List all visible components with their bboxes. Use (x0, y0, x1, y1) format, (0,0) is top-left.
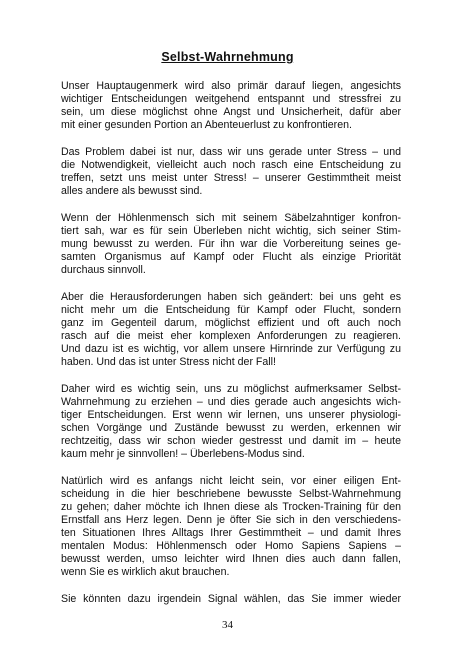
text-line: bewusst werden, umso leichter wird Ihnen dies auch dann fallen, (61, 553, 401, 565)
paragraph (61, 593, 401, 606)
text-line: die Notwendigkeit, vielleicht auch noch rasch eine Entscheidung zu (61, 159, 401, 171)
text-line: wichtiger Entscheidungen weitgehend entspannt und stressfrei zu (61, 93, 401, 105)
paragraph (61, 80, 401, 132)
text-line: rechtzeitig, dass wir schon wieder gestresst und damit im – heute (61, 435, 401, 447)
paragraph (61, 212, 401, 277)
text-line: tiger Entscheidungen. Erst wenn wir lernen, uns unserer physiologi- (61, 409, 401, 421)
text-line: mentalen Modus: Höhlenmensch oder Homo Sapiens Sapiens – (61, 540, 401, 552)
text-line: ganz im Gegenteil darum, möglichst effizient und oft auch noch (61, 317, 401, 329)
text-line: haben. Und das ist unter Stress nicht der Fall! (61, 356, 276, 368)
text-line: tiert sah, war es für sein Überleben nicht wichtig, sich seiner Stim- (61, 225, 401, 237)
text-line: Sie könnten dazu irgendein Signal wählen, das Sie immer wieder (61, 593, 401, 605)
text-line: Wenn der Höhlenmensch sich mit seinem Säbelzahntiger konfron- (61, 212, 401, 224)
text-line: Ernstfall ans Herz legen. Denn je öfter Sie sich in den verschiedens- (61, 514, 401, 526)
text-line: Daher wird es wichtig sein, uns zu möglichst aufmerksamer Selbst- (61, 383, 401, 395)
text-line: nicht mehr um die Entscheidung für Kampf oder Flucht, sondern (61, 304, 401, 316)
text-line: Natürlich wird es anfangs nicht leicht sein, vor einer eiligen Ent- (61, 475, 401, 487)
text-line: ten Situationen Ihres Alltags Ihrer Gestimmtheit – und damit Ihres (61, 527, 401, 539)
body-text (61, 80, 401, 620)
text-line: rasch auf die meist eher komplexen Anforderungen zu reagieren. (61, 330, 401, 342)
text-line: wenn Sie es wirklich akut brauchen. (61, 566, 230, 578)
page-title: Selbst-Wahrnehmung (161, 50, 294, 64)
paragraph (61, 146, 401, 198)
text-line: scheidung in die hier beschriebene bewusste Selbst-Wahrnehmung (61, 488, 401, 500)
text-line: Das Problem dabei ist nur, dass wir uns gerade unter Stress – und (61, 146, 401, 158)
text-line: mit einer gesunden Portion an Abenteuerlust zu konfrontieren. (61, 119, 352, 131)
page-number: 34 (222, 619, 233, 631)
text-line: zu gehen; daher möchte ich Ihnen diese als Trocken-Training für den (61, 501, 401, 513)
text-line: mung bewusst zu werden. Für ihn war die Vorbereitung seines ge- (61, 238, 401, 250)
text-line: Und dazu ist es wichtig, vor allem unsere Hirnrinde zur Verfügung zu (61, 343, 401, 355)
text-line: treffen, setzt uns meist unter Stress! – unserer Gestimmtheit meist (61, 172, 401, 184)
text-line: alles andere als bewusst sind. (61, 185, 203, 197)
text-line: Aber die Herausforderungen haben sich geändert: bei uns geht es (61, 291, 401, 303)
text-line: Wahrnehmung zu erziehen – und dies gerade auch angesichts wich- (61, 396, 401, 408)
paragraph (61, 475, 401, 579)
text-line: schen Vorgänge und Zustände bewusst zu werden, erkennen wir (61, 422, 401, 434)
paragraph (61, 291, 401, 369)
text-line: sein, um diese möglichst ohne Angst und Unsicherheit, dafür aber (61, 106, 401, 118)
text-line: samten Organismus auf Kampf oder Flucht als einzige Priorität (61, 251, 401, 263)
paragraph (61, 383, 401, 461)
text-line: kaum mehr je sinnvollen! – Überlebens-Modus sind. (61, 448, 305, 460)
text-line: Unser Hauptaugenmerk wird also primär darauf liegen, angesichts (61, 80, 401, 92)
text-line: durchaus sinnvoll. (61, 264, 146, 276)
